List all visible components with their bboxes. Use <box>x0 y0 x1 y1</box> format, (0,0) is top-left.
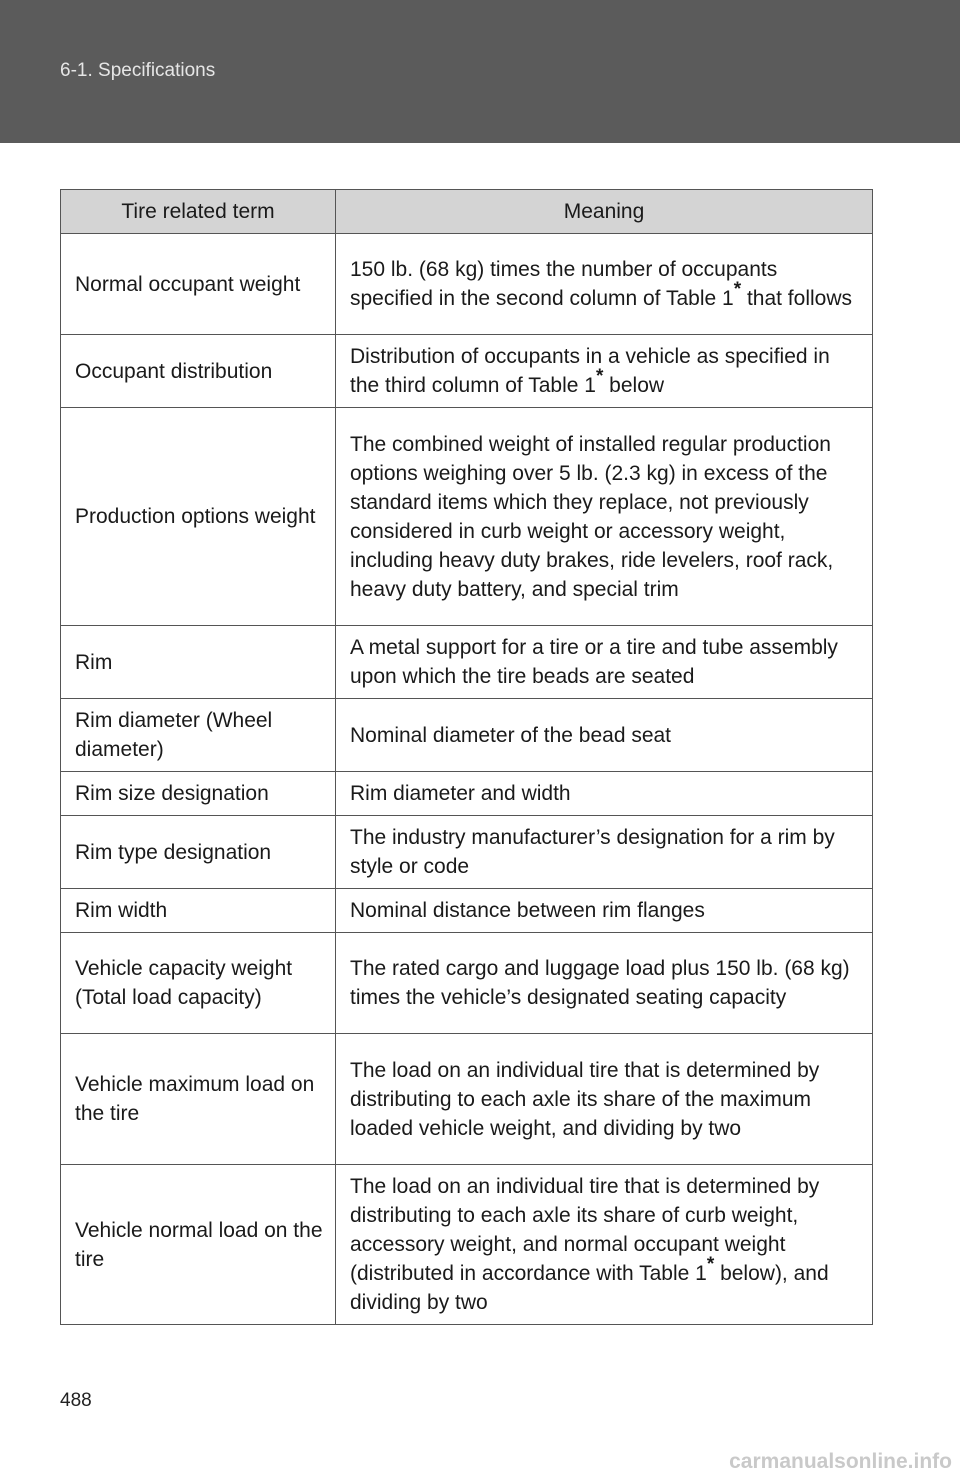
table-row <box>61 1165 873 1325</box>
table-header-row <box>61 190 873 234</box>
tire-terms-table <box>60 189 873 1325</box>
meaning-cell <box>336 889 873 933</box>
meaning-text: Nominal diameter of the bead seat <box>350 723 672 747</box>
term-cell: Rim <box>61 626 336 699</box>
page-number: 488 <box>60 1390 92 1411</box>
meaning-cell <box>336 626 873 699</box>
meaning-cell <box>336 1034 873 1165</box>
table-row <box>61 335 873 408</box>
term-cell: Rim width <box>61 889 336 933</box>
meaning-cell <box>336 816 873 889</box>
term-cell: Normal occupant weight <box>61 234 336 335</box>
column-header-term: Tire related term <box>61 190 336 234</box>
meaning-text: Nominal distance between rim flanges <box>350 899 705 922</box>
table-row <box>61 699 873 772</box>
meaning-cell <box>336 234 873 335</box>
term-cell: Vehicle capacity weight (Total load capacity) <box>61 933 336 1034</box>
meaning-cell <box>336 772 873 816</box>
column-header-meaning: Meaning <box>336 190 873 234</box>
meaning-text: that follows <box>741 287 852 310</box>
table-row <box>61 234 873 335</box>
term-cell: Production options weight <box>61 408 336 626</box>
meaning-text: below), and dividing by two <box>350 1262 829 1314</box>
footnote-asterisk: * <box>706 1254 715 1275</box>
meaning-cell <box>336 1165 873 1325</box>
meaning-text: below <box>603 374 665 397</box>
meaning-text: The industry manufacturer’s designation for a rim by style or code <box>350 826 835 878</box>
meaning-text: 150 lb. (68 kg) times the number of occupants specified in the second column of Table 1 <box>350 258 778 310</box>
meaning-text: The rated cargo and luggage load plus 150 lb. (68 kg) times the vehicle’s designated seating capacity <box>350 957 850 1009</box>
term-cell: Vehicle maximum load on the tire <box>61 1034 336 1165</box>
table-row <box>61 772 873 816</box>
term-cell: Occupant distribution <box>61 335 336 408</box>
meaning-cell <box>336 933 873 1034</box>
page-header <box>0 0 960 143</box>
meaning-cell <box>336 699 873 772</box>
table-row <box>61 889 873 933</box>
meaning-text: The load on an individual tire that is determined by distributing to each axle its share of the maximum loaded vehicle weight, and dividing by two <box>350 1058 820 1140</box>
table-row <box>61 933 873 1034</box>
term-cell: Vehicle normal load on the tire <box>61 1165 336 1325</box>
meaning-text: A metal support for a tire or a tire and tube assembly upon which the tire beads are seated <box>350 636 838 688</box>
term-cell: Rim diameter (Wheel diameter) <box>61 699 336 772</box>
section-title: 6-1. Specifications <box>60 60 216 81</box>
meaning-cell <box>336 335 873 408</box>
footnote-asterisk: * <box>595 366 604 387</box>
meaning-text: The load on an individual tire that is determined by distributing to each axle its share of curb weight, accessory weight, and normal occupant weight (distributed in accordance with Table 1 <box>350 1175 820 1285</box>
table-row <box>61 1034 873 1165</box>
term-cell: Rim size designation <box>61 772 336 816</box>
meaning-cell <box>336 408 873 626</box>
meaning-text: Distribution of occupants in a vehicle as specified in the third column of Table 1 <box>350 345 830 397</box>
watermark: carmanualsonline.info <box>729 1450 952 1473</box>
table-row <box>61 816 873 889</box>
meaning-text: The combined weight of installed regular production options weighing over 5 lb. (2.3 kg) in excess of the standard items which they replace, not previously considered in curb weight or accessory weight, including heavy duty brakes, ride levelers, roof rack, heavy duty battery, and special trim <box>350 432 834 601</box>
footnote-asterisk: * <box>733 279 742 300</box>
table-row <box>61 408 873 626</box>
table-row <box>61 626 873 699</box>
meaning-text: Rim diameter and width <box>350 782 571 805</box>
term-cell: Rim type designation <box>61 816 336 889</box>
